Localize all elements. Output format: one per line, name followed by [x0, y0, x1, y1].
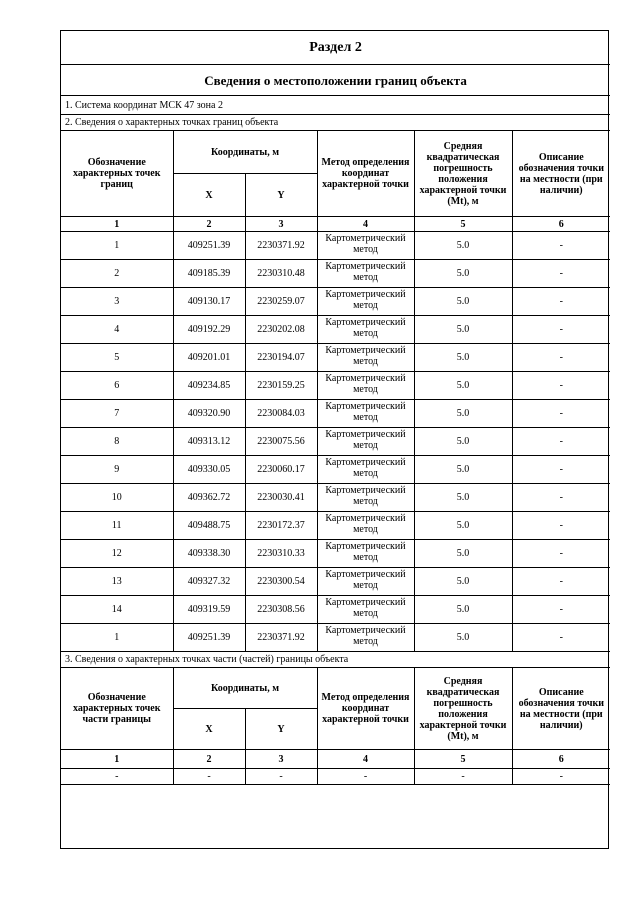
header-part-point-designation: Обозначение характерных точек части границы — [61, 668, 173, 750]
error-mt: 5.0 — [414, 512, 512, 540]
header-x: X — [173, 174, 245, 217]
coord-x: 409201.01 — [173, 344, 245, 372]
coord-y: 2230371.92 — [245, 232, 317, 260]
coord-x: 409130.17 — [173, 288, 245, 316]
empty-area — [61, 785, 610, 856]
method: Картометрический метод — [317, 428, 414, 456]
method: - — [317, 769, 414, 785]
point-number: 8 — [61, 428, 173, 456]
error-mt: 5.0 — [414, 260, 512, 288]
method: Картометрический метод — [317, 260, 414, 288]
header-coordinates-2: Координаты, м — [173, 668, 317, 709]
table-row — [61, 568, 610, 596]
point-number: 11 — [61, 512, 173, 540]
description: - — [512, 624, 610, 652]
coord-x: 409362.72 — [173, 484, 245, 512]
error-mt: 5.0 — [414, 484, 512, 512]
error-mt: 5.0 — [414, 316, 512, 344]
table-row — [61, 372, 610, 400]
description: - — [512, 316, 610, 344]
error-mt: 5.0 — [414, 372, 512, 400]
method: Картометрический метод — [317, 316, 414, 344]
point-number: 1 — [61, 624, 173, 652]
coord-y: 2230308.56 — [245, 596, 317, 624]
table-row — [61, 624, 610, 652]
method: Картометрический метод — [317, 232, 414, 260]
col-number: 6 — [512, 217, 610, 232]
method: Картометрический метод — [317, 568, 414, 596]
coordinate-system: 1. Система координат МСК 47 зона 2 — [61, 96, 610, 115]
coord-y: 2230075.56 — [245, 428, 317, 456]
coord-y: 2230259.07 — [245, 288, 317, 316]
header-y-2: Y — [245, 709, 317, 750]
coord-x: 409327.32 — [173, 568, 245, 596]
coord-x: 409192.29 — [173, 316, 245, 344]
header-point-designation: Обозначение характерных точек границ — [61, 131, 173, 217]
method: Картометрический метод — [317, 288, 414, 316]
error-mt: - — [414, 769, 512, 785]
description: - — [512, 372, 610, 400]
description: - — [512, 568, 610, 596]
table-row — [61, 428, 610, 456]
table-row — [61, 769, 610, 785]
table-row — [61, 512, 610, 540]
description: - — [512, 288, 610, 316]
error-mt: 5.0 — [414, 568, 512, 596]
coord-y: 2230310.48 — [245, 260, 317, 288]
method: Картометрический метод — [317, 456, 414, 484]
header-description: Описание обозначения точки на местности (при наличии) — [512, 131, 610, 217]
point-number: 1 — [61, 232, 173, 260]
coord-y: 2230060.17 — [245, 456, 317, 484]
coord-x: 409338.30 — [173, 540, 245, 568]
error-mt: 5.0 — [414, 400, 512, 428]
error-mt: 5.0 — [414, 232, 512, 260]
method: Картометрический метод — [317, 596, 414, 624]
coord-y: - — [245, 769, 317, 785]
table-row — [61, 596, 610, 624]
col-number: 3 — [245, 217, 317, 232]
coord-y: 2230172.37 — [245, 512, 317, 540]
coord-x: 409319.59 — [173, 596, 245, 624]
description: - — [512, 484, 610, 512]
col-number: 2 — [173, 217, 245, 232]
error-mt: 5.0 — [414, 344, 512, 372]
header-description-2: Описание обозначения точки на местности (при наличии) — [512, 668, 610, 750]
coord-y: 2230030.41 — [245, 484, 317, 512]
coord-y: 2230202.08 — [245, 316, 317, 344]
method: Картометрический метод — [317, 400, 414, 428]
error-mt: 5.0 — [414, 428, 512, 456]
point-number: 2 — [61, 260, 173, 288]
coord-y: 2230310.33 — [245, 540, 317, 568]
coord-y: 2230300.54 — [245, 568, 317, 596]
coord-y: 2230084.03 — [245, 400, 317, 428]
document-frame — [60, 30, 609, 849]
col-number: 1 — [61, 750, 173, 769]
coord-x: - — [173, 769, 245, 785]
coord-x: 409251.39 — [173, 232, 245, 260]
col-number: 4 — [317, 217, 414, 232]
point-number: 3 — [61, 288, 173, 316]
description: - — [512, 456, 610, 484]
coord-x: 409313.12 — [173, 428, 245, 456]
point-number: 10 — [61, 484, 173, 512]
table-row — [61, 540, 610, 568]
table-row — [61, 316, 610, 344]
header-error: Средняя квадратическая погрешность положения характерной точки (Mt), м — [414, 131, 512, 217]
coord-x: 409234.85 — [173, 372, 245, 400]
description: - — [512, 512, 610, 540]
method: Картометрический метод — [317, 624, 414, 652]
point-number: 6 — [61, 372, 173, 400]
method: Картометрический метод — [317, 344, 414, 372]
method: Картометрический метод — [317, 484, 414, 512]
header-method: Метод определения координат характерной точки — [317, 131, 414, 217]
table-row — [61, 232, 610, 260]
point-number: 7 — [61, 400, 173, 428]
coord-y: 2230194.07 — [245, 344, 317, 372]
method: Картометрический метод — [317, 540, 414, 568]
error-mt: 5.0 — [414, 540, 512, 568]
description: - — [512, 596, 610, 624]
header-x-2: X — [173, 709, 245, 750]
header-method-2: Метод определения координат характерной точки — [317, 668, 414, 750]
header-y: Y — [245, 174, 317, 217]
coord-x: 409251.39 — [173, 624, 245, 652]
document-table — [61, 31, 610, 855]
error-mt: 5.0 — [414, 624, 512, 652]
description: - — [512, 232, 610, 260]
point-number: - — [61, 769, 173, 785]
col-number: 2 — [173, 750, 245, 769]
method: Картометрический метод — [317, 512, 414, 540]
coord-y: 2230371.92 — [245, 624, 317, 652]
coord-x: 409320.90 — [173, 400, 245, 428]
point-number: 9 — [61, 456, 173, 484]
table-row — [61, 260, 610, 288]
description: - — [512, 769, 610, 785]
table-row — [61, 288, 610, 316]
coord-y: 2230159.25 — [245, 372, 317, 400]
col-number: 5 — [414, 750, 512, 769]
description: - — [512, 260, 610, 288]
col-number: 1 — [61, 217, 173, 232]
method: Картометрический метод — [317, 372, 414, 400]
error-mt: 5.0 — [414, 596, 512, 624]
col-number: 4 — [317, 750, 414, 769]
point-number: 14 — [61, 596, 173, 624]
point-number: 13 — [61, 568, 173, 596]
error-mt: 5.0 — [414, 456, 512, 484]
col-number: 6 — [512, 750, 610, 769]
coord-x: 409488.75 — [173, 512, 245, 540]
coord-x: 409185.39 — [173, 260, 245, 288]
table-row — [61, 400, 610, 428]
description: - — [512, 344, 610, 372]
coord-x: 409330.05 — [173, 456, 245, 484]
section-subtitle: Сведения о местоположении границ объекта — [61, 65, 610, 96]
table-row — [61, 344, 610, 372]
point-number: 5 — [61, 344, 173, 372]
table-row — [61, 456, 610, 484]
description: - — [512, 400, 610, 428]
part-points-section-label: 3. Сведения о характерных точках части (частей) границы объекта — [61, 652, 610, 668]
error-mt: 5.0 — [414, 288, 512, 316]
col-number: 3 — [245, 750, 317, 769]
points-section-label: 2. Сведения о характерных точках границ объекта — [61, 115, 610, 131]
description: - — [512, 428, 610, 456]
col-number: 5 — [414, 217, 512, 232]
header-error-2: Средняя квадратическая погрешность положения характерной точки (Mt), м — [414, 668, 512, 750]
point-number: 4 — [61, 316, 173, 344]
description: - — [512, 540, 610, 568]
table-row — [61, 484, 610, 512]
header-coordinates: Координаты, м — [173, 131, 317, 174]
point-number: 12 — [61, 540, 173, 568]
section-title: Раздел 2 — [61, 31, 610, 65]
